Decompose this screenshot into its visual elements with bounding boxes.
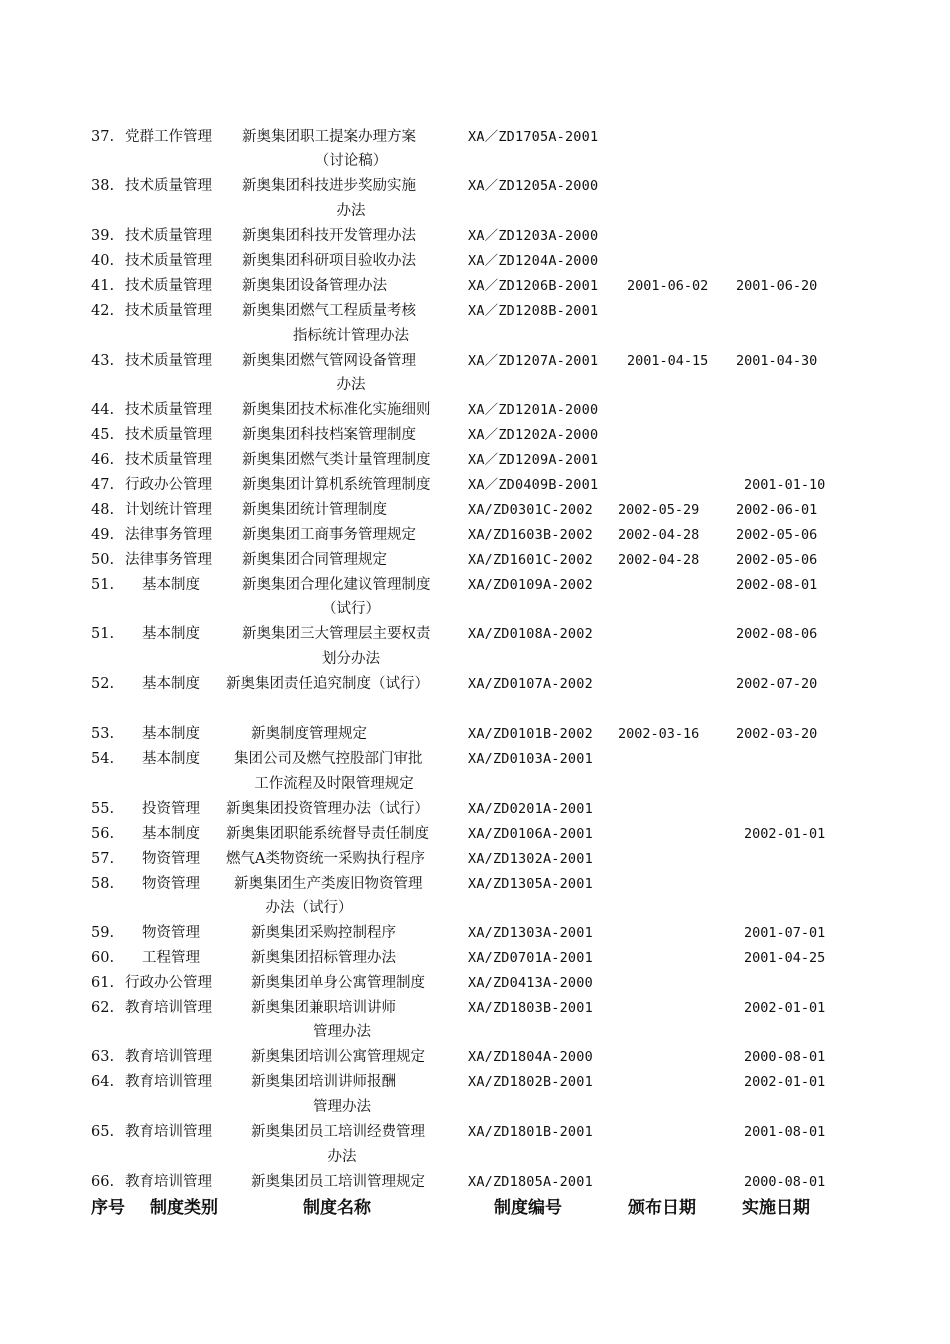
- row-code: XA/ZD1603B-2002: [468, 527, 593, 543]
- row-category: 法律事务管理: [125, 552, 212, 568]
- table-row-continuation: [0, 647, 950, 671]
- row-category: 教育培训管理: [125, 1124, 212, 1140]
- row-code: XA/ZD0101B-2002: [468, 726, 593, 742]
- row-number: 60.: [91, 950, 115, 966]
- row-name-continuation: 办法: [336, 203, 366, 219]
- row-publish-date: 2001-04-15: [627, 353, 709, 369]
- row-code: XA/ZD1303A-2001: [468, 925, 593, 941]
- row-publish-date: 2002-04-28: [618, 527, 700, 543]
- table-row: [0, 1170, 950, 1194]
- row-name: 新奥集团员工培训经费管理: [251, 1124, 425, 1140]
- table-row-continuation: [0, 1095, 950, 1119]
- row-effective-date: 2000-08-01: [744, 1049, 826, 1065]
- row-effective-date: 2001-01-10: [744, 477, 826, 493]
- row-number: 52.: [91, 676, 115, 692]
- row-name: 新奥集团工商事务管理规定: [242, 527, 416, 543]
- row-category: 投资管理: [142, 801, 200, 817]
- row-number: 61.: [91, 975, 115, 991]
- row-name: 新奥集团职工提案办理方案: [242, 129, 416, 145]
- row-code: XA／ZD1705A-2001: [468, 129, 599, 145]
- row-name-continuation: 办法: [336, 377, 366, 393]
- row-name-continuation: 划分办法: [322, 651, 380, 667]
- row-name: 新奥集团合理化建议管理制度: [242, 577, 431, 593]
- table-row: [0, 1045, 950, 1069]
- row-name: 新奥集团生产类废旧物资管理: [234, 876, 423, 892]
- row-number: 51.: [91, 577, 115, 593]
- row-effective-date: 2001-04-30: [736, 353, 818, 369]
- row-effective-date: 2002-05-06: [736, 552, 818, 568]
- row-number: 55.: [91, 801, 115, 817]
- row-effective-date: 2002-05-06: [736, 527, 818, 543]
- table-row: [0, 498, 950, 522]
- row-effective-date: 2002-01-01: [744, 826, 826, 842]
- table-row: [0, 573, 950, 597]
- row-name-continuation: （试行）: [322, 601, 380, 617]
- table-row-continuation: [0, 324, 950, 348]
- row-name: 新奥集团职能系统督导责任制度: [226, 826, 429, 842]
- table-row: [0, 971, 950, 995]
- row-name: 新奥集团燃气工程质量考核: [242, 303, 416, 319]
- table-row: [0, 224, 950, 248]
- row-name: 新奥集团科研项目验收办法: [242, 253, 416, 269]
- table-row: [0, 299, 950, 323]
- row-code: XA/ZD0103A-2001: [468, 751, 593, 767]
- row-number: 47.: [91, 477, 115, 493]
- row-category: 基本制度: [142, 726, 200, 742]
- row-number: 41.: [91, 278, 115, 294]
- row-number: 45.: [91, 427, 115, 443]
- row-number: 66.: [91, 1174, 115, 1190]
- table-row-continuation: [0, 772, 950, 796]
- row-code: XA/ZD1803B-2001: [468, 1000, 593, 1016]
- table-row: [0, 349, 950, 373]
- row-category: 技术质量管理: [125, 427, 212, 443]
- row-code: XA／ZD1201A-2000: [468, 402, 599, 418]
- row-code: XA／ZD1204A-2000: [468, 253, 599, 269]
- row-code: XA／ZD1209A-2001: [468, 452, 599, 468]
- row-category: 物资管理: [142, 925, 200, 941]
- row-number: 65.: [91, 1124, 115, 1140]
- row-effective-date: 2001-07-01: [744, 925, 826, 941]
- row-code: XA/ZD0201A-2001: [468, 801, 593, 817]
- column-header-code: 制度编号: [494, 1198, 562, 1218]
- table-row: [0, 423, 950, 447]
- row-name: 新奥集团单身公寓管理制度: [251, 975, 425, 991]
- table-row: [0, 921, 950, 945]
- row-publish-date: 2002-03-16: [618, 726, 700, 742]
- row-code: XA／ZD1202A-2000: [468, 427, 599, 443]
- table-row: [0, 672, 950, 696]
- row-name-continuation: 办法: [327, 1149, 357, 1165]
- row-effective-date: 2002-08-06: [736, 626, 818, 642]
- row-category: 教育培训管理: [125, 1174, 212, 1190]
- row-name: 新奥集团招标管理办法: [251, 950, 396, 966]
- row-name: 新奥制度管理规定: [251, 726, 367, 742]
- row-number: 44.: [91, 402, 115, 418]
- row-number: 54.: [91, 751, 115, 767]
- row-code: XA/ZD1804A-2000: [468, 1049, 593, 1065]
- row-name: 新奥集团科技开发管理办法: [242, 228, 416, 244]
- row-name: 新奥集团合同管理规定: [242, 552, 387, 568]
- row-code: XA/ZD0701A-2001: [468, 950, 593, 966]
- column-header-category: 制度类别: [150, 1198, 218, 1218]
- table-row: [0, 996, 950, 1020]
- row-category: 教育培训管理: [125, 1074, 212, 1090]
- column-header-publish-date: 颁布日期: [628, 1198, 696, 1218]
- row-effective-date: 2002-07-20: [736, 676, 818, 692]
- row-code: XA/ZD1305A-2001: [468, 876, 593, 892]
- row-code: XA/ZD0301C-2002: [468, 502, 593, 518]
- column-header-effective-date: 实施日期: [742, 1198, 810, 1218]
- row-category: 技术质量管理: [125, 278, 212, 294]
- row-name-continuation: 工作流程及时限管理规定: [254, 776, 414, 792]
- row-number: 58.: [91, 876, 115, 892]
- row-code: XA/ZD1801B-2001: [468, 1124, 593, 1140]
- row-name: 新奥集团责任追究制度（试行）: [226, 676, 429, 692]
- table-row: [0, 822, 950, 846]
- row-category: 技术质量管理: [125, 253, 212, 269]
- row-code: XA/ZD0107A-2002: [468, 676, 593, 692]
- row-name: 新奥集团科技档案管理制度: [242, 427, 416, 443]
- row-category: 法律事务管理: [125, 527, 212, 543]
- table-row: [0, 872, 950, 896]
- row-number: 62.: [91, 1000, 115, 1016]
- row-category: 行政办公管理: [125, 975, 212, 991]
- row-name: 新奥集团采购控制程序: [251, 925, 396, 941]
- row-code: XA/ZD1601C-2002: [468, 552, 593, 568]
- table-row: [0, 548, 950, 572]
- row-code: XA/ZD0108A-2002: [468, 626, 593, 642]
- row-number: 39.: [91, 228, 115, 244]
- row-number: 46.: [91, 452, 115, 468]
- row-name: 集团公司及燃气控股部门审批: [234, 751, 423, 767]
- row-effective-date: 2000-08-01: [744, 1174, 826, 1190]
- row-effective-date: 2001-08-01: [744, 1124, 826, 1140]
- row-category: 教育培训管理: [125, 1000, 212, 1016]
- row-code: XA／ZD1207A-2001: [468, 353, 599, 369]
- row-effective-date: 2001-04-25: [744, 950, 826, 966]
- row-number: 49.: [91, 527, 115, 543]
- row-number: 53.: [91, 726, 115, 742]
- table-row-continuation: [0, 373, 950, 397]
- row-number: 56.: [91, 826, 115, 842]
- row-name: 新奥集团设备管理办法: [242, 278, 387, 294]
- table-row: [0, 847, 950, 871]
- row-code: XA／ZD1208B-2001: [468, 303, 599, 319]
- row-name: 新奥集团培训公寓管理规定: [251, 1049, 425, 1065]
- row-number: 50.: [91, 552, 115, 568]
- row-number: 42.: [91, 303, 115, 319]
- row-name: 燃气A类物资统一采购执行程序: [226, 851, 425, 867]
- row-name: 新奥集团兼职培训讲师: [251, 1000, 396, 1016]
- row-code: XA／ZD1205A-2000: [468, 178, 599, 194]
- row-code: XA/ZD0413A-2000: [468, 975, 593, 991]
- row-effective-date: 2002-01-01: [744, 1074, 826, 1090]
- row-category: 基本制度: [142, 826, 200, 842]
- row-name: 新奥集团培训讲师报酬: [251, 1074, 396, 1090]
- row-category: 行政办公管理: [125, 477, 212, 493]
- row-number: 40.: [91, 253, 115, 269]
- row-number: 51.: [91, 626, 115, 642]
- row-category: 技术质量管理: [125, 178, 212, 194]
- table-row: [0, 125, 950, 149]
- row-effective-date: 2002-01-01: [744, 1000, 826, 1016]
- row-name: 新奥集团三大管理层主要权责: [242, 626, 431, 642]
- row-code: XA/ZD0109A-2002: [468, 577, 593, 593]
- row-category: 党群工作管理: [125, 129, 212, 145]
- row-name-continuation: （讨论稿）: [314, 153, 388, 169]
- row-category: 计划统计管理: [125, 502, 212, 518]
- row-name: 新奥集团燃气类计量管理制度: [242, 452, 431, 468]
- row-number: 38.: [91, 178, 115, 194]
- row-number: 57.: [91, 851, 115, 867]
- row-number: 59.: [91, 925, 115, 941]
- row-name: 新奥集团科技进步奖励实施: [242, 178, 416, 194]
- row-name: 新奥集团技术标准化实施细则: [242, 402, 431, 418]
- row-code: XA／ZD1203A-2000: [468, 228, 599, 244]
- row-code: XA/ZD0106A-2001: [468, 826, 593, 842]
- row-category: 基本制度: [142, 676, 200, 692]
- table-row-continuation: [0, 896, 950, 920]
- row-category: 基本制度: [142, 751, 200, 767]
- column-header-number: 序号: [91, 1198, 125, 1218]
- row-effective-date: 2002-06-01: [736, 502, 818, 518]
- row-name-continuation: 办法（试行）: [265, 900, 353, 916]
- table-row: [0, 249, 950, 273]
- table-row: [0, 274, 950, 298]
- row-number: 43.: [91, 353, 115, 369]
- row-category: 技术质量管理: [125, 402, 212, 418]
- row-effective-date: 2001-06-20: [736, 278, 818, 294]
- row-category: 技术质量管理: [125, 228, 212, 244]
- table-row-continuation: [0, 597, 950, 621]
- row-category: 基本制度: [142, 577, 200, 593]
- row-publish-date: 2002-05-29: [618, 502, 700, 518]
- table-row: [0, 473, 950, 497]
- table-row: [0, 722, 950, 746]
- row-name: 新奥集团计算机系统管理制度: [242, 477, 431, 493]
- row-name: 新奥集团燃气管网设备管理: [242, 353, 416, 369]
- table-row-continuation: [0, 1145, 950, 1169]
- table-row: [0, 1070, 950, 1094]
- row-category: 技术质量管理: [125, 353, 212, 369]
- row-effective-date: 2002-08-01: [736, 577, 818, 593]
- row-number: 64.: [91, 1074, 115, 1090]
- table-row: [0, 523, 950, 547]
- row-code: XA／ZD1206B-2001: [468, 278, 599, 294]
- row-number: 63.: [91, 1049, 115, 1065]
- row-effective-date: 2002-03-20: [736, 726, 818, 742]
- row-code: XA/ZD1805A-2001: [468, 1174, 593, 1190]
- row-publish-date: 2002-04-28: [618, 552, 700, 568]
- row-category: 教育培训管理: [125, 1049, 212, 1065]
- table-row-continuation: [0, 149, 950, 173]
- table-row: [0, 747, 950, 771]
- row-code: XA/ZD1302A-2001: [468, 851, 593, 867]
- column-header-name: 制度名称: [303, 1198, 371, 1218]
- row-name-continuation: 管理办法: [313, 1024, 371, 1040]
- row-name-continuation: 指标统计管理办法: [293, 328, 409, 344]
- table-row: [0, 622, 950, 646]
- row-number: 48.: [91, 502, 115, 518]
- table-row: [0, 398, 950, 422]
- row-number: 37.: [91, 129, 115, 145]
- row-name: 新奥集团统计管理制度: [242, 502, 387, 518]
- table-row: [0, 174, 950, 198]
- table-row: [0, 448, 950, 472]
- table-row-continuation: [0, 199, 950, 223]
- table-row-continuation: [0, 1020, 950, 1044]
- row-category: 工程管理: [142, 950, 200, 966]
- row-category: 技术质量管理: [125, 452, 212, 468]
- row-category: 物资管理: [142, 876, 200, 892]
- row-name: 新奥集团投资管理办法（试行）: [226, 801, 429, 817]
- row-publish-date: 2001-06-02: [627, 278, 709, 294]
- table-row: [0, 797, 950, 821]
- row-category: 基本制度: [142, 626, 200, 642]
- table-row: [0, 1120, 950, 1144]
- row-category: 技术质量管理: [125, 303, 212, 319]
- row-code: XA／ZD0409B-2001: [468, 477, 599, 493]
- row-name: 新奥集团员工培训管理规定: [251, 1174, 425, 1190]
- row-category: 物资管理: [142, 851, 200, 867]
- row-name-continuation: 管理办法: [313, 1099, 371, 1115]
- row-code: XA/ZD1802B-2001: [468, 1074, 593, 1090]
- table-row: [0, 946, 950, 970]
